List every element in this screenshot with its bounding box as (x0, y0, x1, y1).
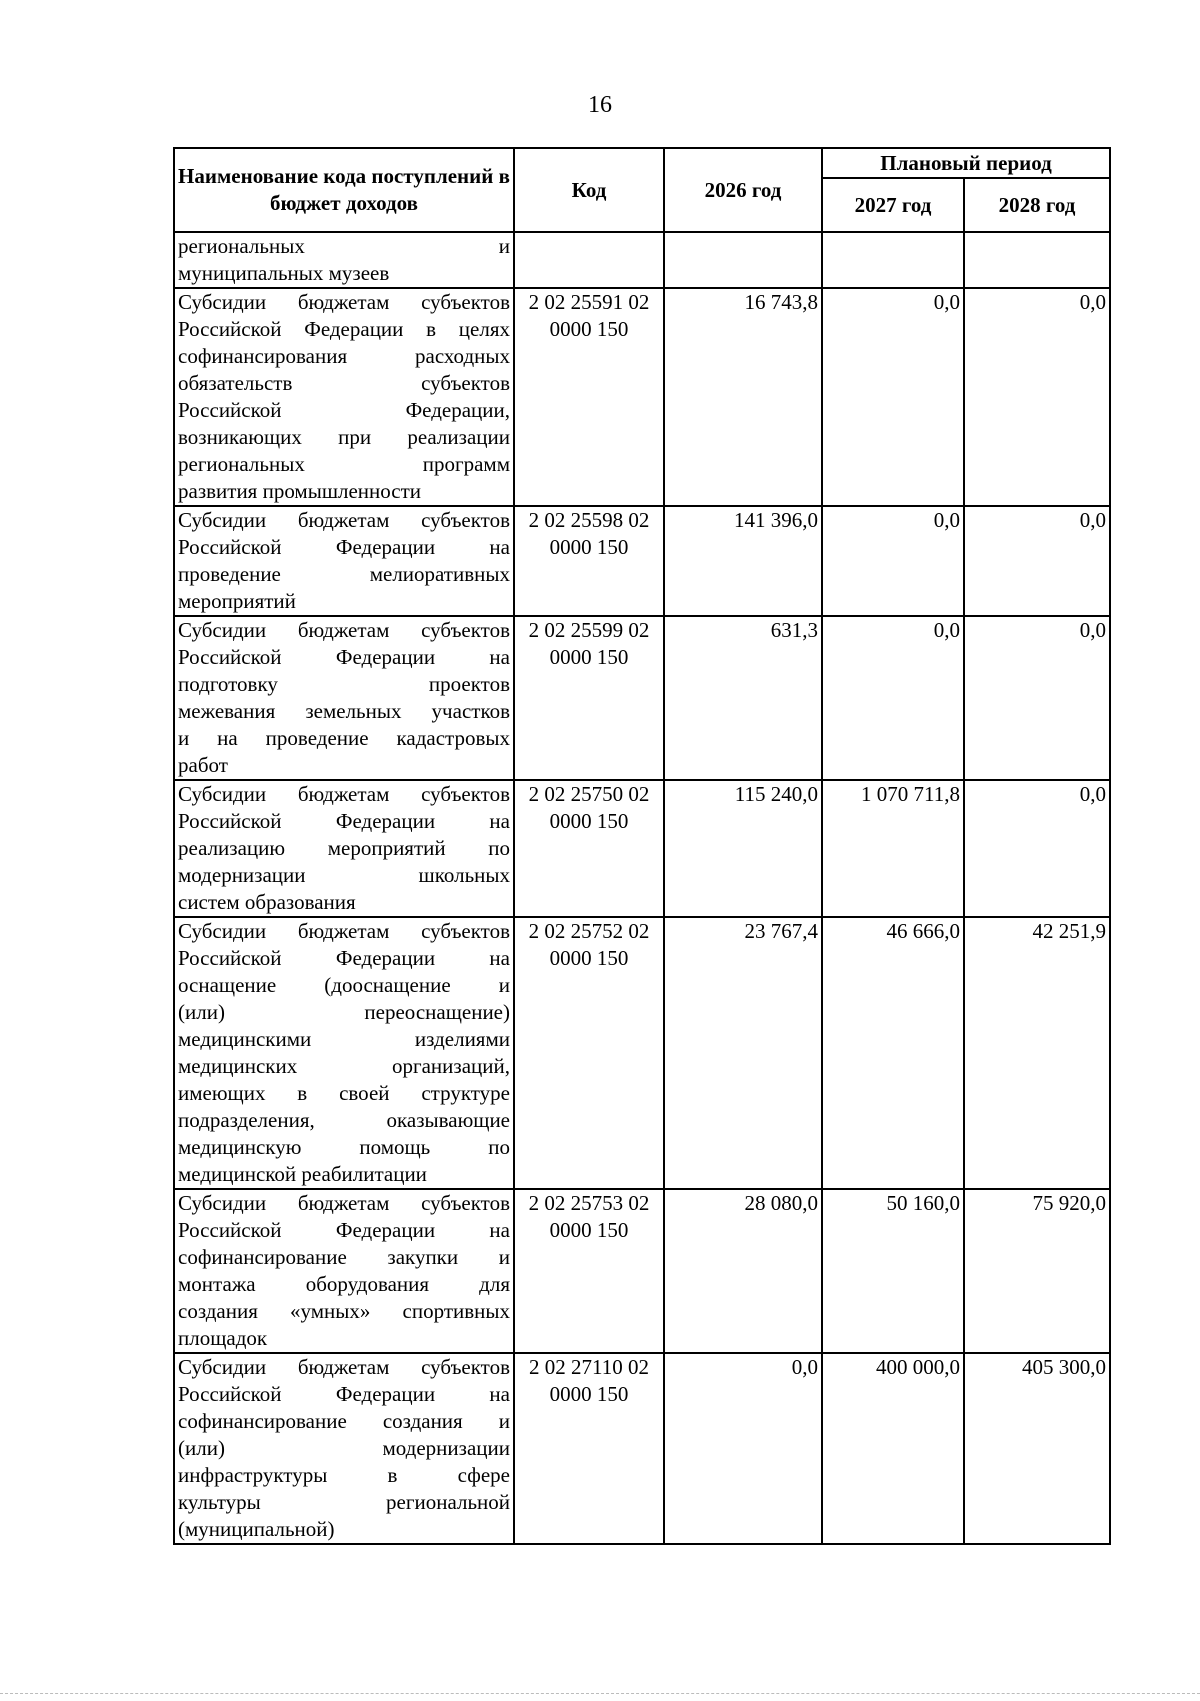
revenue-name-line: региональных и (178, 234, 510, 258)
revenue-name-line: региональных программ (178, 452, 510, 476)
revenue-name-line: обязательств субъектов (178, 371, 510, 395)
value-2027-cell: 400 000,0 (822, 1353, 964, 1544)
table-row (174, 1189, 1110, 1353)
revenue-name-line: Субсидии бюджетам субъектов (178, 782, 510, 806)
revenue-name-line: создания «умных» спортивных (178, 1299, 510, 1323)
revenue-code-cell: 2 02 25753 02 0000 150 (514, 1189, 664, 1353)
revenue-code-cell (514, 232, 664, 288)
revenue-code-cell: 2 02 25591 02 0000 150 (514, 288, 664, 506)
revenue-name-line: Субсидии бюджетам субъектов (178, 919, 510, 943)
value-2026-cell: 0,0 (664, 1353, 822, 1544)
revenue-name-cell (174, 232, 514, 288)
header-2028: 2028 год (964, 178, 1110, 232)
table-row (174, 232, 1110, 288)
revenue-name-line: Российской Федерации в целях (178, 317, 510, 341)
value-2028-cell: 42 251,9 (964, 917, 1110, 1189)
value-2026-cell: 631,3 (664, 616, 822, 780)
revenue-name-line: медицинскими изделиями (178, 1027, 510, 1051)
revenue-name-line: (муниципальной) (178, 1517, 335, 1541)
value-2027-cell: 0,0 (822, 288, 964, 506)
table-header (174, 148, 1110, 232)
revenue-name-line: Субсидии бюджетам субъектов (178, 1355, 510, 1379)
revenue-name-line: (или) переоснащение) (178, 1000, 510, 1024)
value-2026-cell: 141 396,0 (664, 506, 822, 616)
revenue-name-line: развития промышленности (178, 479, 422, 503)
revenue-name-line: софинансирование закупки и (178, 1245, 510, 1269)
revenue-name-line: Российской Федерации на (178, 1218, 510, 1242)
value-2026-cell: 23 767,4 (664, 917, 822, 1189)
header-name: Наименование кода поступлений в бюджет доходов (174, 148, 514, 232)
revenue-name-line: Российской Федерации на (178, 535, 510, 559)
table-row (174, 780, 1110, 917)
revenue-name-line: модернизации школьных (178, 863, 510, 887)
revenue-code-cell: 2 02 25752 02 0000 150 (514, 917, 664, 1189)
revenue-name-line: имеющих в своей структуре (178, 1081, 510, 1105)
revenue-code-cell: 2 02 25599 02 0000 150 (514, 616, 664, 780)
header-2027: 2027 год (822, 178, 964, 232)
revenue-code-cell: 2 02 25598 02 0000 150 (514, 506, 664, 616)
revenue-name-cell (174, 780, 514, 917)
revenue-name-line: Российской Федерации, (178, 398, 510, 422)
header-2026: 2026 год (664, 148, 822, 232)
revenue-name-line: медицинскую помощь по (178, 1135, 510, 1159)
revenue-name-cell (174, 288, 514, 506)
value-2027-cell (822, 232, 964, 288)
value-2026-cell: 115 240,0 (664, 780, 822, 917)
revenue-name-line: Российской Федерации на (178, 645, 510, 669)
revenue-name-line: межевания земельных участков (178, 699, 510, 723)
revenue-name-line: Субсидии бюджетам субъектов (178, 508, 510, 532)
revenue-name-line: площадок (178, 1326, 268, 1350)
revenue-name-line: (или) модернизации (178, 1436, 510, 1460)
table-row (174, 917, 1110, 1189)
revenue-name-line: софинансирование создания и (178, 1409, 510, 1433)
value-2026-cell: 28 080,0 (664, 1189, 822, 1353)
header-code: Код (514, 148, 664, 232)
revenue-name-line: муниципальных музеев (178, 261, 390, 285)
table-row (174, 506, 1110, 616)
revenue-name-line: возникающих при реализации (178, 425, 510, 449)
revenue-name-cell (174, 616, 514, 780)
value-2028-cell: 0,0 (964, 506, 1110, 616)
revenue-name-line: Российской Федерации на (178, 1382, 510, 1406)
revenue-name-line: монтажа оборудования для (178, 1272, 510, 1296)
value-2027-cell: 0,0 (822, 506, 964, 616)
value-2028-cell: 0,0 (964, 616, 1110, 780)
revenue-code-cell: 2 02 25750 02 0000 150 (514, 780, 664, 917)
revenue-name-line: систем образования (178, 890, 356, 914)
revenue-name-line: Российской Федерации на (178, 809, 510, 833)
value-2026-cell (664, 232, 822, 288)
page-number: 16 (588, 92, 612, 118)
revenue-name-line: и на проведение кадастровых (178, 726, 510, 750)
revenue-name-line: культуры региональной (178, 1490, 510, 1514)
header-planned-period: Плановый период (822, 148, 1110, 178)
value-2028-cell: 0,0 (964, 288, 1110, 506)
revenue-name-line: Субсидии бюджетам субъектов (178, 1191, 510, 1215)
revenue-name-line: мероприятий (178, 589, 296, 613)
revenue-name-cell (174, 917, 514, 1189)
revenue-name-line: реализацию мероприятий по (178, 836, 510, 860)
value-2027-cell: 0,0 (822, 616, 964, 780)
revenue-name-line: медицинских организаций, (178, 1054, 510, 1078)
revenue-name-line: Субсидии бюджетам субъектов (178, 618, 510, 642)
revenue-name-line: медицинской реабилитации (178, 1162, 427, 1186)
revenue-name-cell (174, 506, 514, 616)
table-row (174, 1353, 1110, 1544)
table-body (174, 232, 1110, 1544)
value-2028-cell: 0,0 (964, 780, 1110, 917)
table-row (174, 288, 1110, 506)
value-2027-cell: 1 070 711,8 (822, 780, 964, 917)
revenue-name-line: Российской Федерации на (178, 946, 510, 970)
value-2026-cell: 16 743,8 (664, 288, 822, 506)
revenue-name-line: инфраструктуры в сфере (178, 1463, 510, 1487)
scan-edge-divider (0, 1693, 1200, 1694)
revenue-name-line: работ (178, 753, 228, 777)
table-row (174, 616, 1110, 780)
revenue-name-line: софинансирования расходных (178, 344, 510, 368)
value-2028-cell: 405 300,0 (964, 1353, 1110, 1544)
revenue-name-cell (174, 1189, 514, 1353)
revenue-name-line: подготовку проектов (178, 672, 510, 696)
value-2027-cell: 50 160,0 (822, 1189, 964, 1353)
value-2028-cell: 75 920,0 (964, 1189, 1110, 1353)
revenue-table (173, 147, 1111, 1545)
revenue-name-cell (174, 1353, 514, 1544)
revenue-name-line: подразделения, оказывающие (178, 1108, 510, 1132)
value-2027-cell: 46 666,0 (822, 917, 964, 1189)
revenue-name-line: Субсидии бюджетам субъектов (178, 290, 510, 314)
value-2028-cell (964, 232, 1110, 288)
revenue-code-cell: 2 02 27110 02 0000 150 (514, 1353, 664, 1544)
revenue-name-line: оснащение (дооснащение и (178, 973, 510, 997)
revenue-name-line: проведение мелиоративных (178, 562, 510, 586)
